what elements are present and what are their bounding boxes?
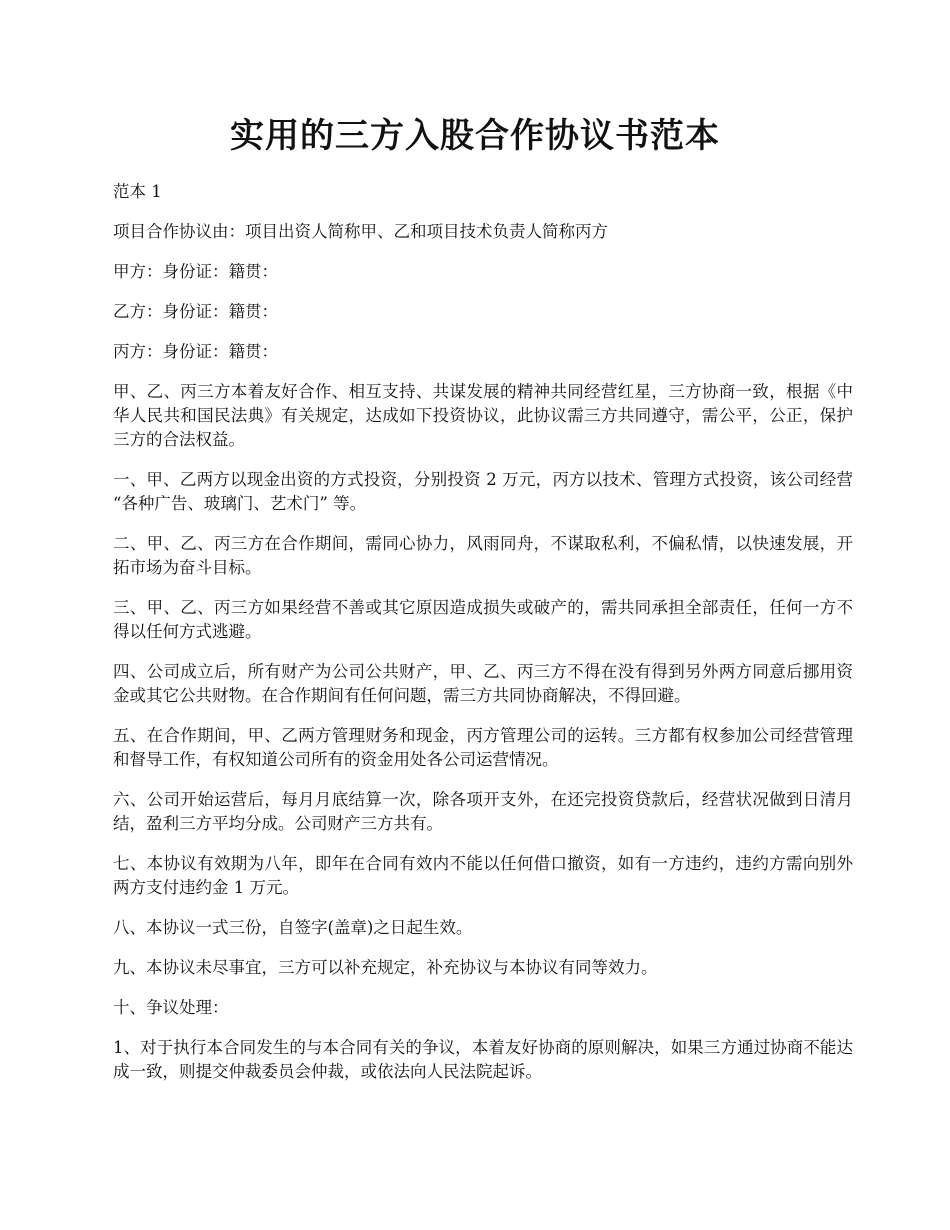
document-body: [113, 180, 853, 1100]
clause-9: 九、本协议未尽事宜，三方可以补充规定，补充协议与本协议有同等效力。: [113, 958, 658, 977]
clause-4: 四、公司成立后，所有财产为公司公共财产，甲、乙、丙三方不得在没有得到另外两方同意后挪用资金或其它公共财物。在合作期间有任何问题，需三方共同协商解决，不得回避。: [113, 662, 853, 705]
clause-5: 五、在合作期间，甲、乙两方管理财务和现金，丙方管理公司的运转。三方都有权参加公司经营管理和督导工作，有权知道公司所有的资金用处各公司运营情况。: [113, 726, 853, 769]
clause-6: 六、公司开始运营后，每月月底结算一次，除各项开支外，在还完投资贷款后，经营状况做到日清月结，盈利三方平均分成。公司财产三方共有。: [113, 790, 853, 833]
clause-8: 八、本协议一式三份，自签字(盖章)之日起生效。: [113, 918, 473, 937]
clause-7: 七、本协议有效期为八年，即年在合同有效内不能以任何借口撤资，如有一方违约，违约方需向别外两方支付违约金 1 万元。: [113, 854, 853, 897]
sample-label: 范本 1: [113, 182, 162, 201]
dispute-subclause-1: 1、对于执行本合同发生的与本合同有关的争议，本着友好协商的原则解决，如果三方通过协商不能达成一致，则提交仲裁委员会仲裁，或依法向人民法院起诉。: [113, 1038, 853, 1081]
clause-10-heading: 十、争议处理：: [113, 998, 229, 1017]
agreement-parties-intro: 项目合作协议由：项目出资人简称甲、乙和项目技术负责人简称丙方: [113, 222, 608, 241]
agreement-preamble: 甲、乙、丙三方本着友好合作、相互支持、共谋发展的精神共同经营红星，三方协商一致，根据《中华人民共和国民法典》有关规定，达成如下投资协议，此协议需三方共同遵守，需公平，公正，保护三方的合法权益。: [113, 382, 853, 449]
party-a-info: 甲方：身份证：籍贯：: [113, 262, 278, 281]
party-b-info: 乙方：身份证：籍贯：: [113, 302, 278, 321]
clause-2: 二、甲、乙、丙三方在合作期间，需同心协力，风雨同舟，不谋取私利，不偏私情，以快速发展，开拓市场为奋斗目标。: [113, 534, 853, 577]
clause-3: 三、甲、乙、丙三方如果经营不善或其它原因造成损失或破产的，需共同承担全部责任，任何一方不得以任何方式逃避。: [113, 598, 853, 641]
party-c-info: 丙方：身份证：籍贯：: [113, 342, 278, 361]
document-title: 实用的三方入股合作协议书范本: [230, 116, 720, 156]
clause-1: 一、甲、乙两方以现金出资的方式投资，分别投资 2 万元，丙方以技术、管理方式投资，该公司经营 “各种广告、玻璃门、艺术门” 等。: [113, 470, 853, 513]
